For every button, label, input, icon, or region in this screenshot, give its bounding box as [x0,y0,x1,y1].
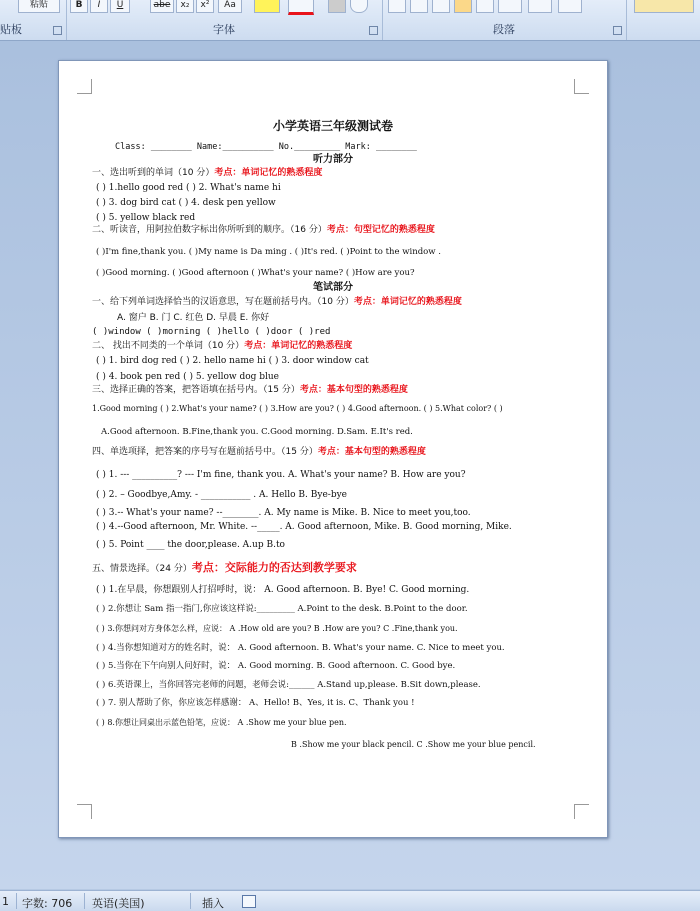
written-q2-row: ( ) 4. book pen red ( ) 5. yellow dog blue [96,372,280,382]
written-q5-row: ( ) 7. 别人帮助了你，你应该怎样感谢： A、Hello! B、Yes, it is. C、Thank you ! [96,698,415,708]
listening-q2-row: ( )I'm fine,thank you. ( )My name is Da ming . ( )It's red. ( )Point to the window . [96,247,441,257]
insert-mode[interactable]: 插入 [202,897,224,910]
align-left-icon[interactable] [388,0,406,13]
italic-button[interactable]: I [90,0,108,13]
paragraph-group [382,0,627,40]
macro-record-icon[interactable] [242,895,256,908]
borders-icon[interactable] [558,0,582,13]
written-q5-row: B .Show me your black pencil. C .Show me your blue pencil. [291,740,536,749]
shading-icon[interactable] [528,0,552,13]
clipboard-launcher-icon[interactable] [53,26,62,35]
align-center-icon[interactable] [410,0,428,13]
line-spacing-icon[interactable] [498,0,522,13]
written-q2-row: ( ) 1. bird dog red ( ) 2. hello name hi ( ) 3. door window cat [96,356,369,366]
char-shading-icon[interactable] [328,0,346,13]
page-title: 小学英语三年级测试卷 [272,119,393,133]
crop-mark [77,804,92,819]
written-q5-row: ( ) 3.你想问对方身体怎么样，应说： A .How old are you? B .How are you? C .Fine,thank you. [96,624,458,633]
paragraph-group-label: 段落 [493,23,515,36]
font-group-label: 字体 [213,23,235,36]
status-divider [190,893,191,909]
written-q5-row: ( ) 6.英语课上，当你回答完老师的问题，老师会说:______ A.Stand up,please. B.Sit down,please. [96,680,481,690]
written-q5-row: ( ) 5.当你在下午向别人问好时，说： A. Good morning. B. Good afternoon. C. Good bye. [96,661,456,671]
listening-heading: 听力部分 [313,154,353,165]
crop-mark [574,79,589,94]
listening-q2-heading: 二、听读音，用阿拉伯数字标出你所听到的顺序。（16 分）考点：句型记忆的熟悉程度 [92,225,435,235]
written-q5-row: ( ) 2.你想让 Sam 指一指门,你应该这样说:_________ A.Point to the desk. B.Point to the door. [96,604,468,614]
status-divider [16,893,17,909]
clipboard-group [0,0,67,40]
word-count[interactable]: 字数: 706 [22,897,73,910]
font-group [66,0,383,40]
written-heading: 笔试部分 [313,282,353,293]
status-bar [0,890,700,911]
paste-button[interactable]: 粘贴 [18,0,60,13]
justify-icon[interactable] [454,0,472,13]
crop-mark [574,804,589,819]
written-q1-heading: 一、给下列单词选择恰当的汉语意思，写在题前括号内。（10 分）考点：单词记忆的熟悉程度 [92,297,462,307]
listening-q1-row: ( ) 3. dog bird cat ( ) 4. desk pen yellow [96,198,276,208]
clipboard-group-label: 贴板 [0,23,22,36]
strikethrough-button[interactable]: abe [150,0,174,13]
underline-button[interactable]: U [110,0,130,13]
bold-button[interactable]: B [70,0,88,13]
page-number[interactable]: 1 [2,895,9,908]
highlight-icon[interactable] [254,0,280,13]
align-right-icon[interactable] [432,0,450,13]
listening-q2-row: ( )Good morning. ( )Good afternoon ( )What's your name? ( )How are you? [96,268,415,278]
subscript-button[interactable]: x₂ [176,0,194,13]
written-q4-row: ( ) 4.--Good afternoon, Mr. White. --_____. A. Good afternoon, Mike. B. Good morning, Mike. [96,522,512,532]
written-q4-row: ( ) 3.-- What's your name? --________. A. My name is Mike. B. Nice to meet you,too. [96,508,471,518]
change-case-button[interactable]: Aa [218,0,242,13]
paragraph-launcher-icon[interactable] [613,26,622,35]
written-q3-questions: 1.Good morning ( ) 2.What's your name? ( ) 3.How are you? ( ) 4.Good afternoon. ( ) 5.What color? ( ) [92,404,503,413]
styles-group [626,0,700,40]
font-launcher-icon[interactable] [369,26,378,35]
language-indicator[interactable]: 英语(美国) [92,897,145,910]
ribbon [0,0,700,41]
listening-q1-heading: 一、选出听到的单词（10 分）考点：单词记忆的熟悉程度 [92,168,323,178]
written-q2-heading: 二、 找出不同类的一个单词（10 分）考点：单词记忆的熟悉程度 [92,341,353,351]
written-q5-row: ( ) 1.在早晨，你想跟别人打招呼时，说： A. Good afternoon. B. Bye! C. Good morning. [96,585,470,595]
written-q4-row: ( ) 1. --- __________? --- I'm fine, thank you. A. What's your name? B. How are you? [96,470,466,480]
written-q5-heading: 五、情景选择。（24 分）考点：交际能力的否达到教学要求 [92,561,357,574]
written-q4-row: ( ) 5. Point ____ the door,please. A.up B.to [96,540,285,550]
written-q5-row: ( ) 4.当你想知道对方的姓名时，说： A. Good afternoon. B. What's your name. C. Nice to meet you. [96,643,505,653]
written-q3-answers: A.Good afternoon. B.Fine,thank you. C.Good morning. D.Sam. E.It's red. [101,427,413,437]
written-q1-blanks: ( )window ( )morning ( )hello ( )door ( )red [92,327,331,337]
written-q5-row: ( ) 8.你想让同桌出示蓝色铅笔，应说： A .Show me your blue pen. [96,718,347,727]
written-q4-row: ( ) 2. – Goodbye,Amy. - ___________ . A. Hello B. Bye-bye [96,490,348,500]
crop-mark [77,79,92,94]
font-color-icon[interactable] [288,0,314,15]
status-divider [84,893,85,909]
student-info-line: Class: ________ Name:__________ No._________ Mark: ________ [115,142,417,152]
written-q1-options: A. 窗户 B. 门 C. 红色 D. 早晨 E. 你好 [117,313,270,323]
enclose-char-icon[interactable] [350,0,368,13]
superscript-button[interactable]: x² [196,0,214,13]
distributed-icon[interactable] [476,0,494,13]
listening-q1-row: ( ) 5. yellow black red [96,213,196,223]
written-q4-heading: 四、单选项择，把答案的序号写在题前括号中。（15 分）考点：基本句型的熟悉程度 [92,447,426,457]
listening-q1-row: ( ) 1.hello good red ( ) 2. What's name hi [96,183,281,193]
written-q3-heading: 三、选择正确的答案，把答语填在括号内。（15 分）考点：基本句型的熟悉程度 [92,385,408,395]
style-gallery-icon[interactable] [634,0,694,13]
document-page[interactable] [58,60,608,838]
